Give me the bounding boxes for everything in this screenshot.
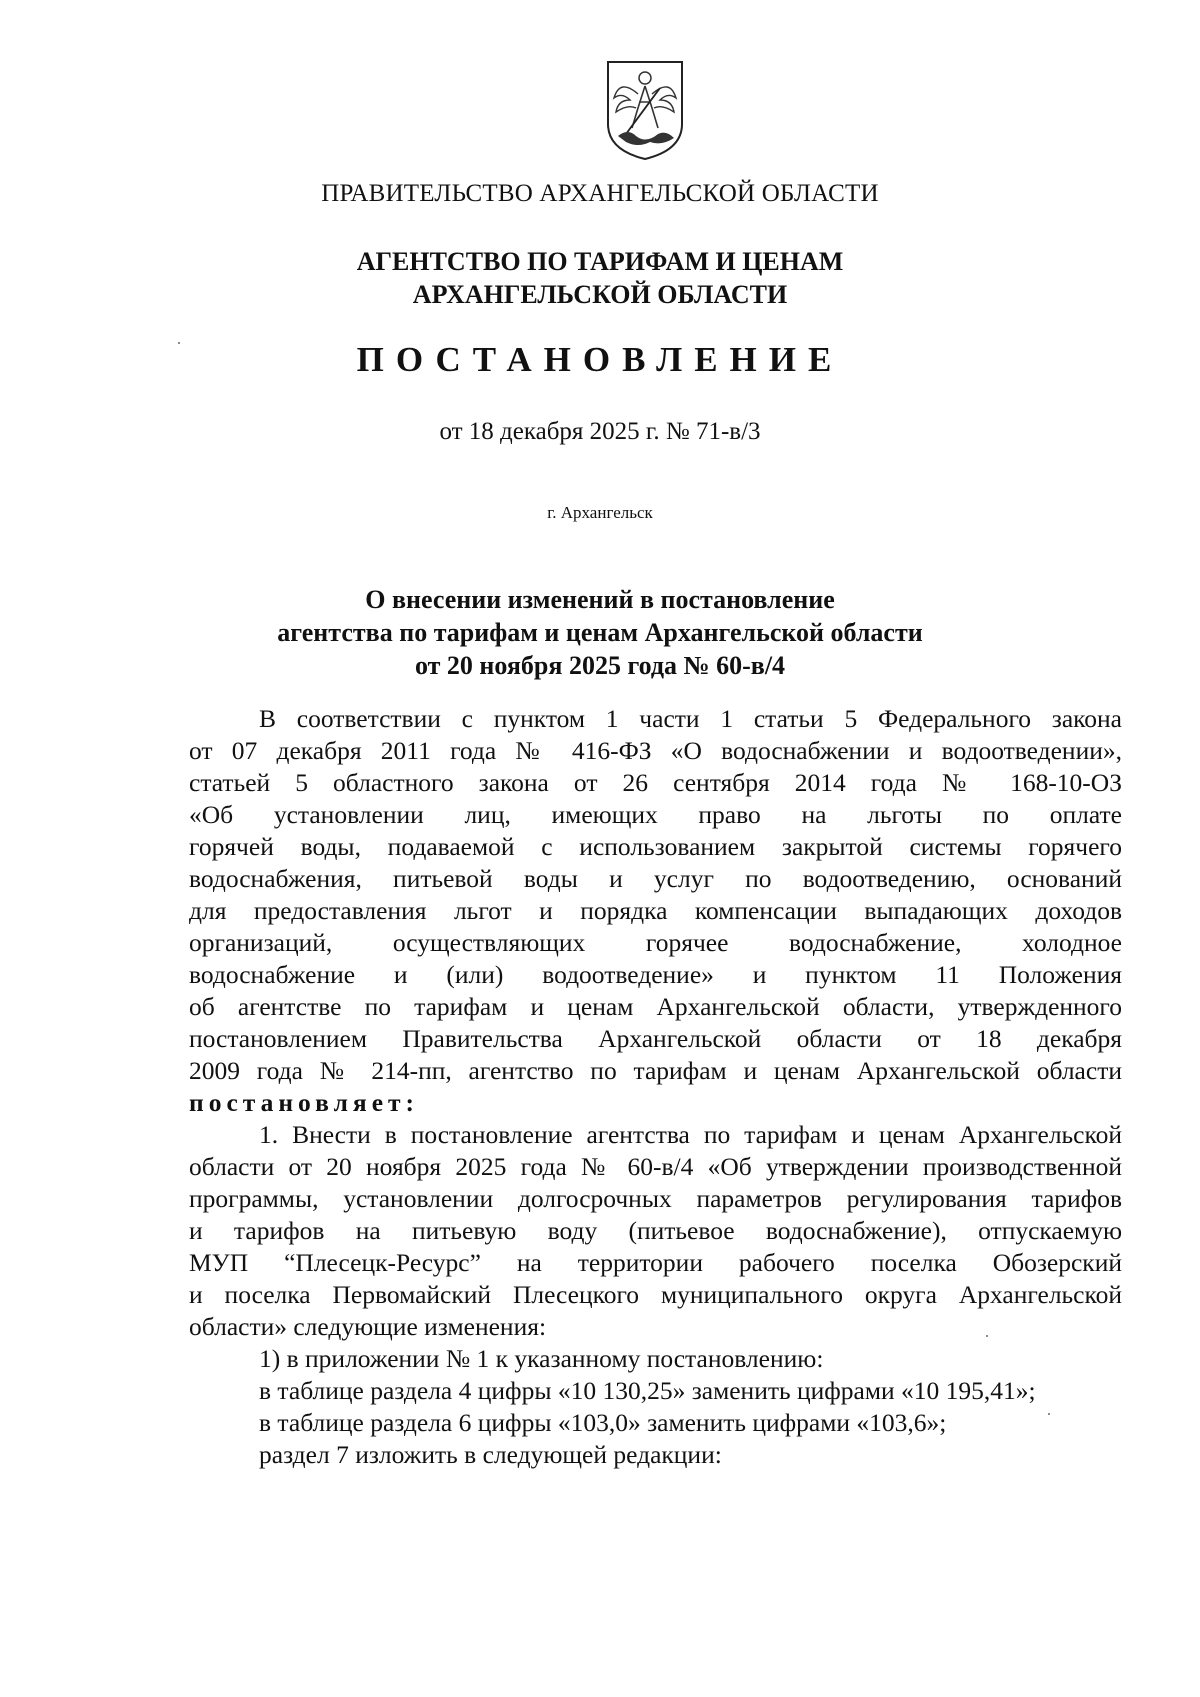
body-line: организаций, осуществляющих горячее водоснабжение, холодное — [189, 928, 1122, 957]
document-title — [0, 583, 1200, 682]
agency-name-line: АРХАНГЕЛЬСКОЙ ОБЛАСТИ — [412, 280, 788, 309]
body-line: для предоставления льгот и порядка компенсации выпадающих доходов — [189, 896, 1122, 925]
government-name: ПРАВИТЕЛЬСТВО АРХАНГЕЛЬСКОЙ ОБЛАСТИ — [321, 180, 879, 207]
body-line: программы, установлении долгосрочных параметров регулирования тарифов — [189, 1184, 1122, 1213]
change-line: раздел 7 изложить в следующей редакции: — [259, 1440, 722, 1469]
body-line: статьей 5 областного закона от 26 сентября 2014 года № 168-10-ОЗ — [189, 768, 1122, 797]
document-title-line: от 20 ноября 2025 года № 60-в/4 — [414, 651, 786, 680]
body-line: водоснабжение и (или) водоотведение» и пунктом 11 Положения — [189, 960, 1122, 989]
document-date-number: от 18 декабря 2025 г. № 71-в/3 — [439, 418, 761, 445]
agency-name-line: АГЕНТСТВО ПО ТАРИФАМ И ЦЕНАМ — [356, 247, 844, 276]
body-line: 2009 года № 214-пп, агентство по тарифам и ценам Архангельской области — [189, 1056, 1122, 1085]
body-line: области» следующие изменения: — [189, 1312, 547, 1341]
agency-name — [0, 245, 1200, 311]
body-line: об агентстве по тарифам и ценам Архангельской области, утвержденного — [189, 992, 1122, 1021]
body-line: «Об установлении лиц, имеющих право на льготы по оплате — [189, 800, 1122, 829]
body-line: от 07 декабря 2011 года № 416-ФЗ «О водоснабжении и водоотведении», — [189, 736, 1122, 765]
coat-of-arms-icon — [602, 58, 688, 162]
body-line: МУП “Плесецк-Ресурс” на территории рабочего поселка Обозерский — [189, 1248, 1122, 1277]
document-title-line: агентства по тарифам и ценам Архангельской области — [277, 618, 923, 647]
body-line: области от 20 ноября 2025 года № 60-в/4 «Об утверждении производственной — [189, 1152, 1122, 1181]
body-line: горячей воды, подаваемой с использованием закрытой системы горячего — [189, 832, 1122, 861]
body-line: В соответствии с пунктом 1 части 1 статьи 5 Федерального закона — [259, 704, 1122, 733]
document-city: г. Архангельск — [547, 503, 653, 522]
subitem-line: 1) в приложении № 1 к указанному постановлению: — [259, 1344, 824, 1373]
scan-speck — [986, 1335, 988, 1337]
body-line: водоснабжения, питьевой воды и услуг по водоотведению, оснований — [189, 864, 1122, 893]
body-line: и тарифов на питьевую воду (питьевое водоснабжение), отпускаемую — [189, 1216, 1122, 1245]
resolves-word: постановляет: — [189, 1088, 420, 1117]
body-line: постановлением Правительства Архангельской области от 18 декабря — [189, 1024, 1122, 1053]
body-line: 1. Внести в постановление агентства по тарифам и ценам Архангельской — [259, 1120, 1122, 1149]
change-line: в таблице раздела 4 цифры «10 130,25» заменить цифрами «10 195,41»; — [259, 1376, 1036, 1405]
change-line: в таблице раздела 6 цифры «103,0» заменить цифрами «103,6»; — [259, 1408, 947, 1437]
document-title-line: О внесении изменений в постановление — [365, 585, 835, 614]
scan-speck — [178, 342, 180, 344]
document-type: ПОСТАНОВЛЕНИЕ — [356, 340, 844, 379]
scan-speck — [1048, 1413, 1050, 1415]
body-line: и поселка Первомайский Плесецкого муниципального округа Архангельской — [189, 1280, 1122, 1309]
